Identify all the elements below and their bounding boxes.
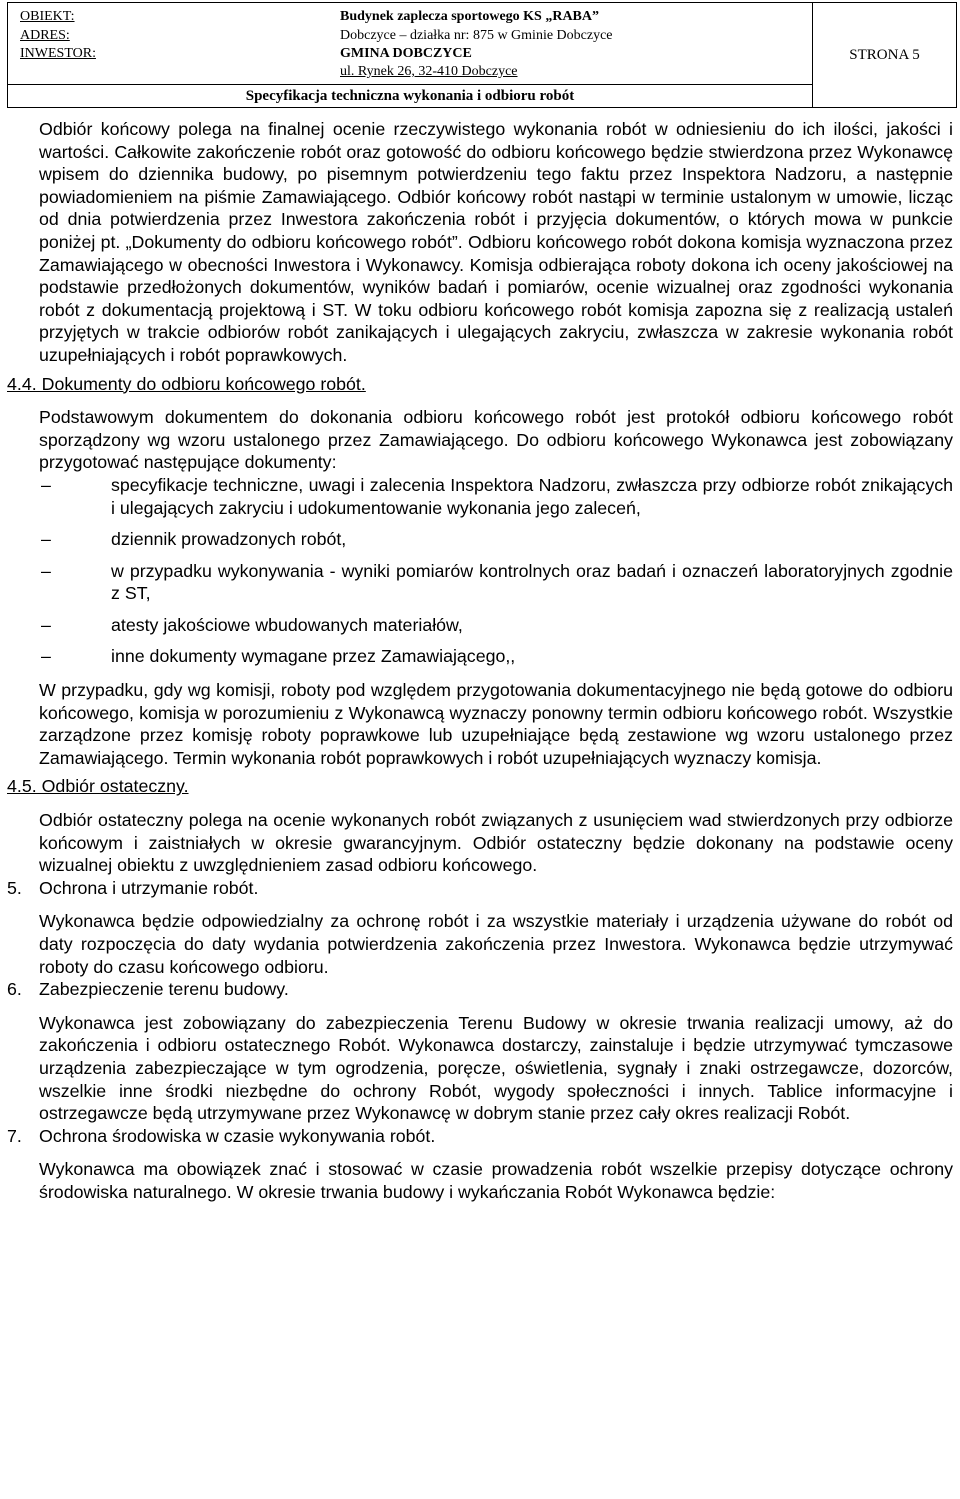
list-item: – inne dokumenty wymagane przez Zamawiającego,, bbox=[41, 646, 516, 667]
header-value: GMINA DOBCZYCE bbox=[340, 46, 472, 61]
paragraph-final-acceptance: Odbiór końcowy polega na finalnej ocenie rzeczywistego wykonania robót w odniesieniu do ich ilości, jakości i wartości. Całkowite zakończenie robót oraz gotowość do odbioru końcowego będzie stwierdzona przez Wykonawcę wpisem do dziennika budowy, po pisemnym potwierdzeniu tego faktu przez Inspektora Nadzoru, a następnie powiadomieniem na piśmie Zamawiającego. Odbiór końcowy robót nastąpi w terminie ustalonym w umowie, licząc od dnia potwierdzenia przez Inwestora zakończenia robót i przyjęcia dokumentów, o których mowa w punkcie poniżej pt. „Dokumenty do odbioru końcowego robót”. Odbioru końcowego robót dokona komisja wyznaczona przez Zamawiającego w obecności Inwestora i Wykonawcy. Komisja odbierająca roboty dokona ich oceny jakościowej na podstawie przedłożonych dokumentów, wyników badań i pomiarów, ocenie wizualnej oraz zgodności wykonania robót z dokumentacją projektową i ST. W toku odbioru końcowego robót komisja zapozna się z realizacją ustaleń przyjętych w trakcie odbiorów robót zanikających i ulegających zakryciu, zwłaszcza w zakresie wykonania robót uzupełniających i robót poprawkowych. bbox=[39, 119, 953, 365]
paragraph-site-security: Wykonawca jest zobowiązany do zabezpieczenia Terenu Budowy w okresie trwania realizacji umowy, aż do zakończenia i odbioru ostatecznego Robót. Wykonawca dostarczy, zainstaluje i będzie utrzymywać tymczasowe urządzenia zabezpieczające w tym ogrodzenia, poręcze, oświetlenia, sygnały i znaki ostrzegawcze, dozorców, wszelkie inne środki niezbędne do ochrony Robót, wygody społeczności i innych. Tablice informacyjne i ostrzegawcze będą utrzymywane przez Wykonawcę w dobrym stanie przez cały okres realizacji Robót. bbox=[39, 1012, 953, 1124]
paragraph-final-documents: Podstawowym dokumentem do dokonania odbioru końcowego robót jest protokół odbioru końcowego robót sporządzony wg wzoru ustalonego przez Zamawiającego. Do odbioru końcowego Wykonawca jest zobowiązany przygotować następujące dokumenty: bbox=[39, 407, 953, 473]
header-row-object bbox=[8, 7, 808, 27]
document-list bbox=[39, 474, 953, 668]
header-row-investor bbox=[8, 44, 808, 64]
page-header bbox=[7, 2, 957, 108]
section-heading-4-4: 4.4. Dokumenty do odbioru końcowego robót. bbox=[7, 373, 366, 394]
paragraph-ultimate-acceptance: Odbiór ostateczny polega na ocenie wykonanych robót związanych z usunięciem wad stwierdzonych przy odbiorze końcowym i zaistniałych w okresie gwarancyjnym. Odbiór ostateczny będzie dokonany na podstawie oceny wizualnej obiektu z uwzględnieniem zasad odbioru końcowego. bbox=[39, 810, 953, 876]
document-body bbox=[0, 118, 960, 1204]
paragraph-protection: Wykonawca będzie odpowiedzialny za ochronę robót i za wszystkie materiały i urządzenia używane do robót od daty rozpoczęcia do daty wydania potwierdzenia zakończenia przez Inwestora. Wykonawca będzie utrzymywać roboty do czasu końcowego odbioru. bbox=[39, 911, 953, 977]
section-heading-6: 6. Zabezpieczenie terenu budowy. bbox=[7, 979, 289, 1000]
section-heading-7: 7. Ochrona środowiska w czasie wykonywania robót. bbox=[7, 1125, 436, 1146]
paragraph-environment: Wykonawca ma obowiązek znać i stosować w czasie prowadzenia robót wszelkie przepisy dotyczące ochrony środowiska naturalnego. W okresie trwania budowy i wykańczania Robót Wykonawca będzie: bbox=[39, 1159, 953, 1202]
document-subtitle: Specyfikacja techniczna wykonania i odbioru robót bbox=[8, 85, 813, 107]
list-item: – specyfikacje techniczne, uwagi i zalecenia Inspektora Nadzoru, zwłaszcza przy odbiorze robót znikających i ulegających zakryciu i udokumentowanie wykonania jego zaleceń, bbox=[41, 474, 953, 518]
list-item: – atesty jakościowe wbudowanych materiałów, bbox=[41, 614, 463, 635]
paragraph-not-ready: W przypadku, gdy wg komisji, roboty pod względem przygotowania dokumentacyjnego nie będą gotowe do odbioru końcowego, komisja w porozumieniu z Wykonawcą wyznaczy ponowny termin odbioru końcowego robót. Wszystkie zarządzone przez komisję roboty poprawkowe lub uzupełniające będą zestawione wg wzoru ustalonego przez Zamawiającego. Termin wykonania robót poprawkowych i robót uzupełniających wyznaczy komisja. bbox=[39, 680, 953, 768]
list-item: – dziennik prowadzonych robót, bbox=[41, 529, 347, 550]
header-label: ADRES: bbox=[20, 28, 70, 43]
page-number: STRONA 5 bbox=[849, 46, 920, 63]
header-value: Budynek zaplecza sportowego KS „RABA” bbox=[340, 9, 600, 24]
header-row-street bbox=[8, 62, 808, 82]
header-row-address bbox=[8, 26, 808, 46]
section-heading-4-5: 4.5. Odbiór ostateczny. bbox=[7, 776, 189, 797]
section-heading-5: 5. Ochrona i utrzymanie robót. bbox=[7, 877, 259, 898]
list-item: – w przypadku wykonywania - wyniki pomiarów kontrolnych oraz badań i oznaczeń laboratoryjnych zgodnie z ST, bbox=[41, 560, 953, 604]
header-info-block bbox=[8, 3, 813, 85]
header-label: OBIEKT: bbox=[20, 9, 75, 24]
header-label: INWESTOR: bbox=[20, 46, 96, 61]
header-value: ul. Rynek 26, 32-410 Dobczyce bbox=[340, 64, 518, 79]
header-value: Dobczyce – działka nr: 875 w Gminie Dobczyce bbox=[340, 28, 613, 43]
